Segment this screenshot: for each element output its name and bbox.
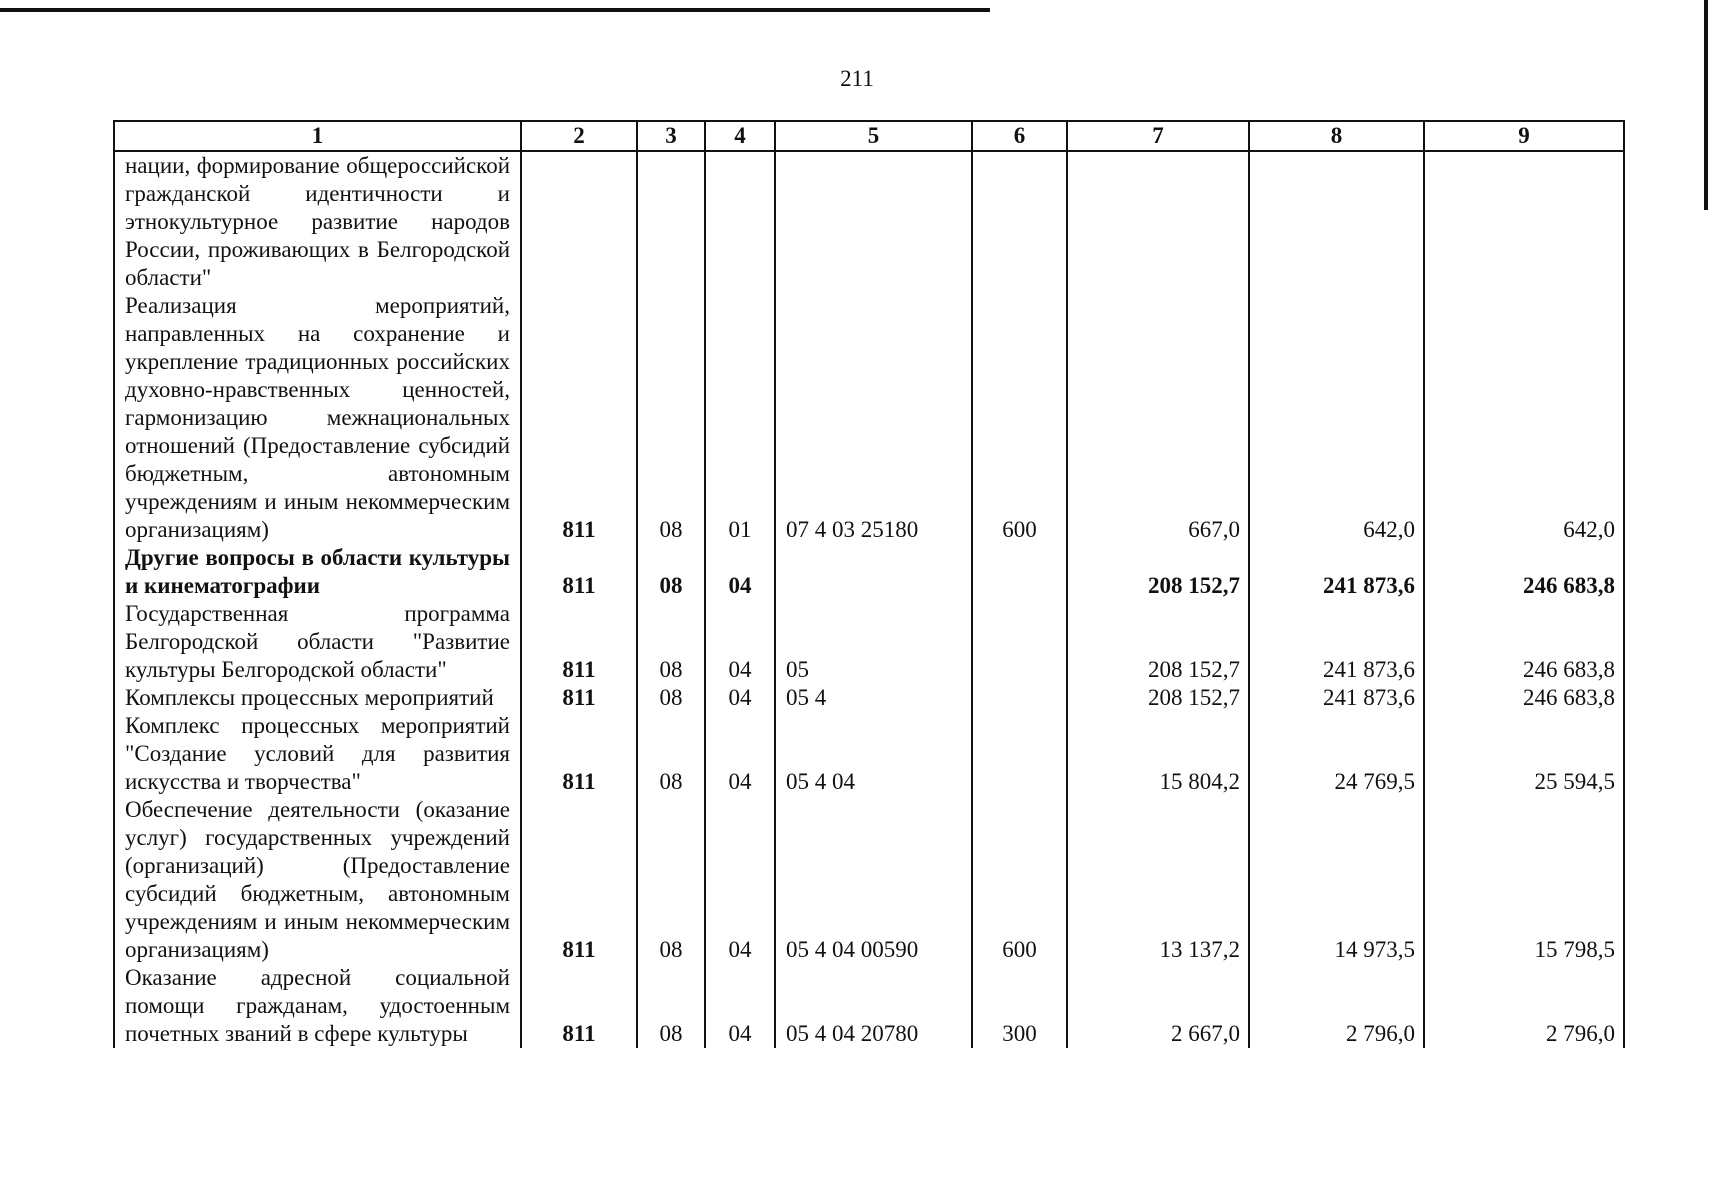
amount-col9: 246 683,8	[1424, 684, 1624, 712]
amount-col7: 667,0	[1067, 292, 1249, 544]
row-name: нации, формирование общероссийской гражданской идентичности и этнокультурное развитие народов России, проживающих в Белгородской области"	[114, 151, 521, 292]
row-name: Оказание адресной социальной помощи гражданам, удостоенным почетных званий в сфере культуры	[114, 964, 521, 1048]
amount-col8: 24 769,5	[1249, 712, 1424, 796]
table-row	[114, 964, 1624, 1048]
row-name: Государственная программа Белгородской области "Развитие культуры Белгородской области"	[114, 600, 521, 684]
column-header-4: 4	[705, 121, 775, 151]
table-row	[114, 292, 1624, 544]
section-code: 08	[637, 544, 705, 600]
amount-col8: 642,0	[1249, 292, 1424, 544]
subsection-code: 04	[705, 544, 775, 600]
amount-col9: 642,0	[1424, 292, 1624, 544]
section-code	[637, 151, 705, 292]
amount-col9: 25 594,5	[1424, 712, 1624, 796]
section-code: 08	[637, 964, 705, 1048]
section-code: 08	[637, 712, 705, 796]
expense-type-code: 600	[972, 796, 1067, 964]
amount-col8: 14 973,5	[1249, 796, 1424, 964]
header-row	[114, 121, 1624, 151]
target-article-code: 05 4 04 00590	[775, 796, 972, 964]
table-body	[114, 151, 1624, 1048]
ved-code: 811	[521, 964, 637, 1048]
amount-col7: 13 137,2	[1067, 796, 1249, 964]
amount-col7: 208 152,7	[1067, 544, 1249, 600]
target-article-code: 07 4 03 25180	[775, 292, 972, 544]
subsection-code: 01	[705, 292, 775, 544]
amount-col8	[1249, 151, 1424, 292]
amount-col8: 2 796,0	[1249, 964, 1424, 1048]
amount-col9: 246 683,8	[1424, 544, 1624, 600]
row-name: Комплексы процессных мероприятий	[114, 684, 521, 712]
column-header-9: 9	[1424, 121, 1624, 151]
budget-table	[113, 120, 1625, 1048]
expense-type-code	[972, 544, 1067, 600]
amount-col8: 241 873,6	[1249, 684, 1424, 712]
column-header-8: 8	[1249, 121, 1424, 151]
scan-edge-top	[0, 8, 990, 12]
page-number: 211	[840, 66, 874, 91]
amount-col7: 15 804,2	[1067, 712, 1249, 796]
section-code: 08	[637, 292, 705, 544]
section-code: 08	[637, 796, 705, 964]
table-row	[114, 544, 1624, 600]
expense-type-code	[972, 600, 1067, 684]
table-row	[114, 684, 1624, 712]
row-name: Комплекс процессных мероприятий "Создание условий для развития искусства и творчества"	[114, 712, 521, 796]
target-article-code	[775, 544, 972, 600]
scan-edge-right	[1704, 0, 1708, 210]
amount-col9: 15 798,5	[1424, 796, 1624, 964]
row-name: Реализация мероприятий, направленных на сохранение и укрепление традиционных российских духовно-нравственных ценностей, гармонизацию межнациональных отношений (Предоставление субсидий бюджетным, автономным учреждениям и иным некоммерческим организациям)	[114, 292, 521, 544]
column-header-3: 3	[637, 121, 705, 151]
subsection-code	[705, 151, 775, 292]
subsection-code: 04	[705, 600, 775, 684]
amount-col7	[1067, 151, 1249, 292]
expense-type-code	[972, 712, 1067, 796]
amount-col9: 2 796,0	[1424, 964, 1624, 1048]
ved-code: 811	[521, 712, 637, 796]
target-article-code: 05 4	[775, 684, 972, 712]
ved-code: 811	[521, 796, 637, 964]
table-row	[114, 712, 1624, 796]
ved-code: 811	[521, 600, 637, 684]
amount-col8: 241 873,6	[1249, 600, 1424, 684]
ved-code: 811	[521, 544, 637, 600]
subsection-code: 04	[705, 684, 775, 712]
target-article-code: 05 4 04	[775, 712, 972, 796]
row-name: Другие вопросы в области культуры и кинематографии	[114, 544, 521, 600]
column-header-7: 7	[1067, 121, 1249, 151]
table-row	[114, 600, 1624, 684]
expense-type-code: 300	[972, 964, 1067, 1048]
target-article-code: 05	[775, 600, 972, 684]
ved-code: 811	[521, 684, 637, 712]
amount-col9: 246 683,8	[1424, 600, 1624, 684]
row-name: Обеспечение деятельности (оказание услуг) государственных учреждений (организаций) (Предоставление субсидий бюджетным, автономным учреждениям и иным некоммерческим организациям)	[114, 796, 521, 964]
section-code: 08	[637, 684, 705, 712]
section-code: 08	[637, 600, 705, 684]
table-row	[114, 796, 1624, 964]
target-article-code	[775, 151, 972, 292]
amount-col7: 2 667,0	[1067, 964, 1249, 1048]
ved-code: 811	[521, 292, 637, 544]
expense-type-code	[972, 684, 1067, 712]
amount-col7: 208 152,7	[1067, 684, 1249, 712]
amount-col7: 208 152,7	[1067, 600, 1249, 684]
column-header-6: 6	[972, 121, 1067, 151]
column-header-2: 2	[521, 121, 637, 151]
amount-col8: 241 873,6	[1249, 544, 1424, 600]
subsection-code: 04	[705, 712, 775, 796]
column-header-1: 1	[114, 121, 521, 151]
expense-type-code: 600	[972, 292, 1067, 544]
target-article-code: 05 4 04 20780	[775, 964, 972, 1048]
table-row	[114, 151, 1624, 292]
ved-code	[521, 151, 637, 292]
subsection-code: 04	[705, 796, 775, 964]
expense-type-code	[972, 151, 1067, 292]
subsection-code: 04	[705, 964, 775, 1048]
column-header-5: 5	[775, 121, 972, 151]
amount-col9	[1424, 151, 1624, 292]
